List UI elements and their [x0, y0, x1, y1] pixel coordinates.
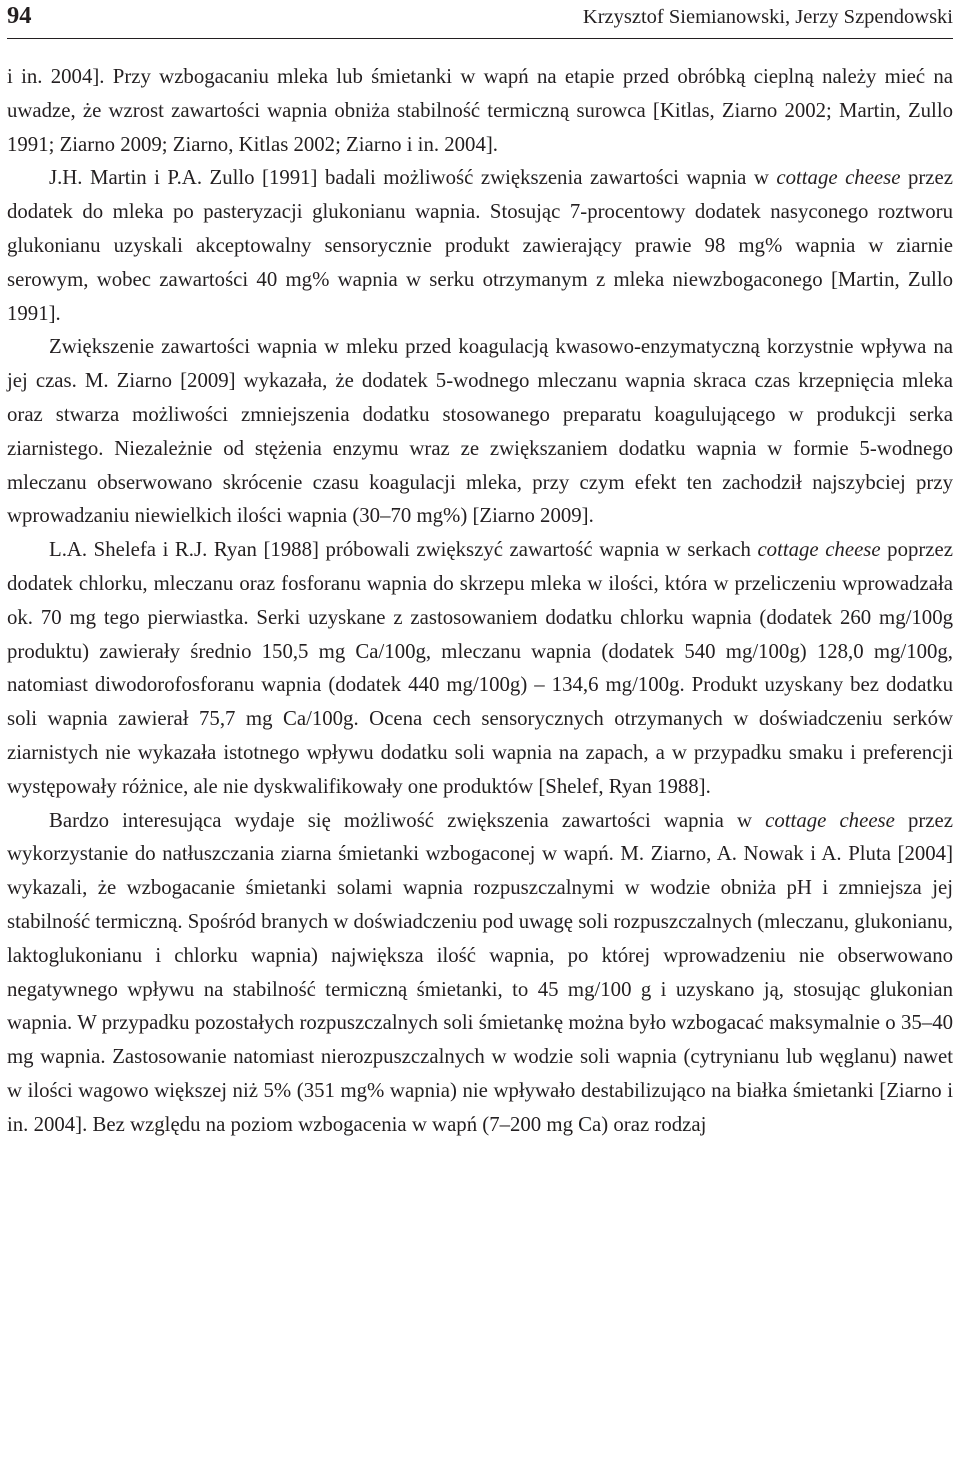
- paragraph-5-text-b: przez wykorzystanie do natłuszczania ziarna śmietanki wzbogaconej w wapń. M. Ziarno, A. Nowak i A. Pluta [2004] wykazali, że wzbogacanie śmietanki solami wapnia rozpuszczalnymi w wodzie obniża pH i zmniejsza jej stabilność termiczną. Spośród branych w doświadczeniu pod uwagę soli rozpuszczalnych (mleczanu, glukonianu, laktoglukonianu i chlorku wapnia) największa ilość wapnia, po której wprowadzeniu nie obserwowano negatywnego wpływu na stabilność termiczną śmietanki, to 45 mg/100 g i uzyskano ją, stosując glukonian wapnia. W przypadku pozostałych rozpuszczalnych soli śmietankę można było wzbogacać maksymalnie o 35–40 mg wapnia. Zastosowanie natomiast nierozpuszczalnych w wodzie soli wapnia (cytrynianu lub węglanu) nawet w ilości wagowo większej niż 5% (351 mg% wapnia) nie wpływało destabilizująco na białka śmietanki [Ziarno i in. 2004]. Bez względu na poziom wzbogacenia w wapń (7–200 mg Ca) oraz rodzaj: [7, 808, 953, 1136]
- page-number: 94: [7, 2, 32, 29]
- paragraph-2-text-a: J.H. Martin i P.A. Zullo [1991] badali możliwość zwiększenia zawartości wapnia w: [49, 166, 777, 190]
- page-header: [7, 0, 953, 39]
- paragraph-1: i in. 2004]. Przy wzbogacaniu mleka lub śmietanki w wapń na etapie przed obróbką cieplną należy mieć na uwadze, że wzrost zawartości wapnia obniża stabilność termiczną surowca [Kitlas, Ziarno 2002; Martin, Zullo 1991; Ziarno 2009; Ziarno, Kitlas 2002; Ziarno i in. 2004].: [7, 65, 953, 156]
- body-text: [7, 60, 953, 1142]
- paragraph-2: [7, 161, 953, 330]
- paragraph-2-text-b: przez dodatek do mleka po pasteryzacji glukonianu wapnia. Stosując 7-procentowy dodatek nasyconego roztworu glukonianu uzyskali akceptowalny sensorycznie produkt zawierający prawie 98 mg% wapnia w ziarnie serowym, wobec zawartości 40 mg% wapnia w serku otrzymanym z mleka niewzbogaconego [Martin, Zullo 1991].: [7, 166, 953, 325]
- paragraph-5-text-a: Bardzo interesująca wydaje się możliwość zwiększenia zawartości wapnia w: [49, 808, 766, 832]
- paragraph-4-text-b: poprzez dodatek chlorku, mleczanu oraz fosforanu wapnia do skrzepu mleka w ilości, która w przeliczeniu wprowadzała ok. 70 mg tego pierwiastka. Serki uzyskane z zastosowaniem dodatku chlorku wapnia (dodatek 260 mg/100g produktu) zawierały średnio 150,5 mg Ca/100g, mleczanu wapnia (dodatek 540 mg/100g) 128,0 mg/100g, natomiast diwodorofosforanu wapnia (dodatek 440 mg/100g) – 134,6 mg/100g. Produkt uzyskany bez dodatku soli wapnia zawierał 75,7 mg Ca/100g. Ocena cech sensorycznych otrzymanych w doświadczeniu serków ziarnistych nie wykazała istotnego wpływu dodatku soli wapnia na zapach, a w przypadku smaku i preferencji występowały różnice, ale nie dyskwalifikowały one produktów [Shelef, Ryan 1988].: [7, 538, 953, 798]
- paragraph-3: Zwiększenie zawartości wapnia w mleku przed koagulacją kwasowo-enzymatyczną korzystnie wpływa na jej czas. M. Ziarno [2009] wykazała, że dodatek 5-wodnego mleczanu wapnia skraca czas krzepnięcia mleka oraz stwarza możliwości zmniejszenia dodatku stosowanego preparatu koagulującego w produkcji serka ziarnistego. Niezależnie od stężenia enzymu wraz ze zwiększaniem dodatku wapnia w formie 5-wodnego mleczanu obserwowano skrócenie czasu koagulacji mleka, przy czym efekt ten zachodził najszybciej przy wprowadzaniu niewielkich ilości wapnia (30–70 mg%) [Ziarno 2009].: [7, 335, 953, 528]
- running-head-authors: Krzysztof Siemianowski, Jerzy Szpendowski: [582, 6, 953, 28]
- paragraph-4-term: cottage cheese: [757, 538, 881, 562]
- paragraph-2-term: cottage cheese: [776, 166, 901, 190]
- paragraph-4-text-a: L.A. Shelefa i R.J. Ryan [1988] próbowali zwiększyć zawartość wapnia w serkach: [49, 538, 758, 562]
- paragraph-5-term: cottage cheese: [765, 808, 895, 832]
- paragraph-4: [7, 533, 953, 803]
- paragraph-5: [7, 804, 953, 1142]
